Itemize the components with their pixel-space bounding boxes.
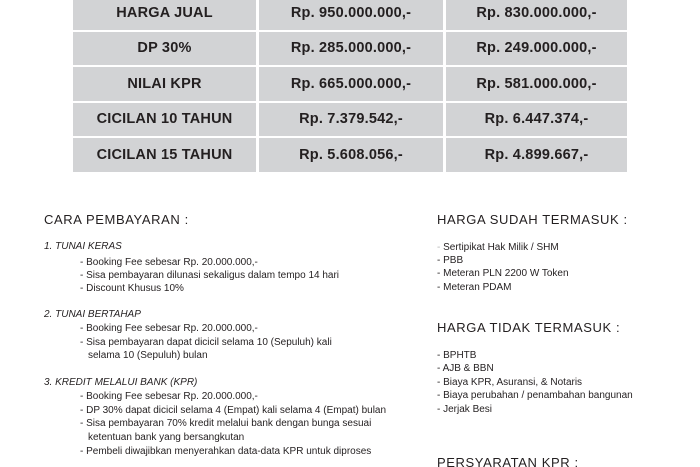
excluded-heading: HARGA TIDAK TERMASUK : <box>437 320 621 335</box>
list-item: - Sisa pembayaran dapat dicicil selama 10 (Sepuluh) kali <box>80 337 332 348</box>
included-item: Sertipikat Hak Milik / SHM <box>443 242 559 253</box>
tunai-bertahap-title: 2. TUNAI BERTAHAP <box>44 309 141 320</box>
list-item: - Booking Fee sebesar Rp. 20.000.000,- <box>80 257 258 268</box>
included-item: Meteran PLN 2200 W Token <box>443 268 569 279</box>
list-item: - Biaya perubahan / penambahan bangunan <box>437 390 633 401</box>
excluded-item: BPHTB <box>443 350 477 361</box>
table-row <box>73 136 627 172</box>
excluded-item: Jerjak Besi <box>443 404 493 415</box>
row-label: CICILAN 15 TAHUN <box>73 136 256 172</box>
price-type-1: Rp. 5.608.056,- <box>259 136 443 172</box>
price-type-2: Rp. 830.000.000,- <box>446 0 627 30</box>
list-item: - Biaya KPR, Asuransi, & Notaris <box>437 377 583 388</box>
list-item: ketentuan bank yang bersangkutan <box>88 432 245 443</box>
list-item: - Sisa pembayaran 70% kredit melalui bank dengan bunga sesuai <box>80 418 372 429</box>
included-item: Meteran PDAM <box>443 282 512 293</box>
list-item: - DP 30% dapat dicicil selama 4 (Empat) kali selama 4 (Empat) bulan <box>80 405 387 416</box>
list-item: selama 10 (Sepuluh) bulan <box>88 350 208 361</box>
list-item: - Meteran PDAM <box>437 282 512 293</box>
included-item: PBB <box>443 255 464 266</box>
excluded-item: Biaya perubahan / penambahan bangunan <box>443 390 633 401</box>
list-item: - Discount Khusus 10% <box>80 283 184 294</box>
table-row <box>73 101 627 137</box>
included-heading: HARGA SUDAH TERMASUK : <box>437 212 628 227</box>
list-item: - Sisa pembayaran dilunasi sekaligus dalam tempo 14 hari <box>80 270 340 281</box>
price-type-2: Rp. 6.447.374,- <box>446 101 627 137</box>
requirements-heading: PERSYARATAN KPR : <box>437 455 579 467</box>
price-type-1: Rp. 285.000.000,- <box>259 30 443 66</box>
price-type-1: Rp. 665.000.000,- <box>259 65 443 101</box>
table-row <box>73 30 627 66</box>
table-row <box>73 65 627 101</box>
list-item: - PBB <box>437 255 464 266</box>
row-label: HARGA JUAL <box>73 0 256 30</box>
row-label: DP 30% <box>73 30 256 66</box>
kpr-title: 3. KREDIT MELALUI BANK (KPR) <box>44 377 198 388</box>
price-type-1: Rp. 950.000.000,- <box>259 0 443 30</box>
payment-heading: CARA PEMBAYARAN : <box>44 212 189 227</box>
list-item: - Meteran PLN 2200 W Token <box>437 268 569 279</box>
price-type-2: Rp. 249.000.000,- <box>446 30 627 66</box>
list-item: - Booking Fee sebesar Rp. 20.000.000,- <box>80 323 258 334</box>
price-table <box>73 0 627 172</box>
excluded-item: AJB & BBN <box>442 363 494 374</box>
list-item: - Booking Fee sebesar Rp. 20.000.000,- <box>80 391 258 402</box>
list-item: - Pembeli diwajibkan menyerahkan data-data KPR untuk diproses <box>80 446 372 457</box>
price-type-1: Rp. 7.379.542,- <box>259 101 443 137</box>
row-label: CICILAN 10 TAHUN <box>73 101 256 137</box>
table-row <box>73 0 627 30</box>
price-type-2: Rp. 4.899.667,- <box>446 136 627 172</box>
tunai-keras-title: 1. TUNAI KERAS <box>44 241 122 252</box>
excluded-item: Biaya KPR, Asuransi, & Notaris <box>443 377 583 388</box>
list-item: - Sertipikat Hak Milik / SHM <box>437 242 559 253</box>
list-item: - BPHTB <box>437 350 477 361</box>
list-item: - AJB & BBN <box>437 363 494 374</box>
list-item: - Jerjak Besi <box>437 404 493 415</box>
row-label: NILAI KPR <box>73 65 256 101</box>
price-type-2: Rp. 581.000.000,- <box>446 65 627 101</box>
